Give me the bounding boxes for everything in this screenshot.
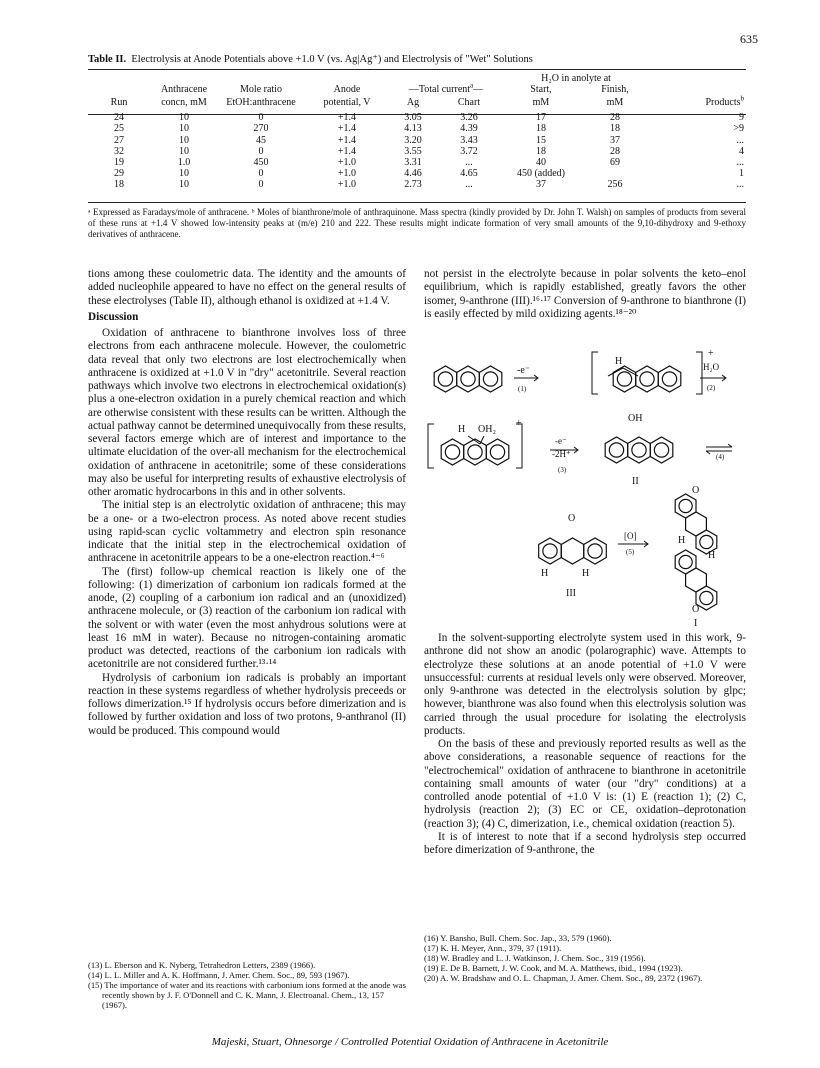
ring-aromatic	[588, 544, 602, 558]
table-cell: 0	[258, 112, 264, 124]
ring	[584, 538, 607, 564]
scheme-label: H₂O	[703, 362, 720, 372]
table-cell: 3.26	[460, 112, 478, 124]
col-header-concn: concn, mM	[161, 97, 207, 108]
reaction-scheme	[420, 346, 746, 628]
table-cell: 1	[739, 168, 744, 180]
table-cell: ...	[736, 157, 744, 169]
ring-aromatic	[662, 372, 676, 386]
reference: (16) Y. Bansho, Bull. Chem. Soc. Jap., 33, 579 (1960).	[424, 933, 612, 943]
paragraph: The (first) follow-up chemical reaction is likely one of the following: (1) dimerization of carbonium ion radicals formed at the anode, (2) coupling of a carbonium ion radical and an (unoxidized) anthracene molecule, or (3) reaction of the carbonium ion radical with the solvent or with water (even the most anhydrous solutions were at least 16 mM in water). Because no nitrogen-containing aromatic product was detected, reactions of the carbonium ion radicals with acetonitrile are not considered further.¹³·¹⁴	[88, 565, 406, 671]
table-cell: 2.73	[404, 179, 422, 191]
table-cell: 10	[179, 112, 189, 124]
ring-aromatic	[700, 591, 713, 604]
col-header-potential: potential, V	[323, 97, 371, 108]
table-cell: +1.4	[337, 134, 357, 146]
reference: (19) E. De B. Barnett, J. W. Cook, and M. A. Matthews, ibid., 1994 (1923).	[424, 963, 683, 973]
col-header-mole-ratio: Mole ratio	[240, 84, 282, 95]
scheme-label: H	[708, 550, 716, 561]
scheme-label: +	[708, 348, 714, 359]
col-header-ag: Ag	[406, 97, 420, 108]
table-cell: 9	[739, 112, 744, 124]
table-cell: 10	[179, 134, 189, 146]
ring	[605, 437, 628, 463]
right-column-top	[424, 268, 746, 321]
ring-aromatic	[438, 372, 452, 386]
ring-aromatic	[700, 535, 713, 548]
section-heading: Discussion	[88, 310, 139, 323]
col-header-anode: Anode	[333, 84, 361, 95]
paragraph: Oxidation of anthracene to bianthrone involves loss of three electrons from each anthracene molecule. However, the coulometric data reveal that only two electrons are lost electrochemically when anthracene is oxidized at +1.0 V in "dry" acetonitrile. Several reaction pathways which involve two electrons in electrochemical oxidation(s) plus a one-electron oxidation in a purely chemical reaction and which are otherwise consistent with these results can be written. Although the actual pathway cannot be determined unequivocally from these results, several factors emerge which are of interest and importance to the ultimate elucidation of the over-all mechanism for the electrochemical oxidation of anthracene in acetonitrile; some of these considerations may also be useful for interpreting results of exhaustive electrolysis of other aromatic hydrocarbons in this and in other solvents.	[88, 327, 406, 498]
ring-aromatic	[445, 445, 459, 459]
scheme-label: H	[615, 356, 623, 367]
table-cell: 18	[610, 123, 620, 135]
scheme-label: I	[694, 618, 698, 628]
scheme-label: (2)	[707, 384, 716, 392]
right-references	[424, 933, 746, 983]
table-cell: 24	[114, 112, 124, 124]
table-cell: 45	[256, 134, 266, 146]
table-cell: 270	[253, 123, 269, 135]
table-cell: 256	[607, 179, 623, 191]
table-caption	[88, 53, 533, 65]
left-references	[88, 960, 406, 1010]
table-cell: >9	[733, 123, 744, 135]
col-header-start: Start,	[530, 84, 552, 95]
table-row	[88, 146, 746, 157]
table-cell: 40	[536, 157, 546, 169]
ring	[650, 437, 673, 463]
table-row	[88, 112, 746, 123]
table-cell: +1.4	[337, 112, 357, 124]
group-header-water: H₂O in anolyte at	[541, 72, 611, 84]
table-cell: 37	[536, 179, 546, 191]
table-cell: +1.4	[337, 145, 357, 157]
table-top-rule	[88, 69, 746, 70]
scheme-label: [O]	[624, 531, 637, 541]
table-cell: 450 (added)	[516, 168, 566, 180]
reference: (15) The importance of water and its reactions with carbonium ions formed at the anode was recently shown by J. F. O'Donnell and C. K. Mann, J. Electroanal. Chem., 13, 157 (1967).	[88, 980, 406, 1010]
col-header-total-current: —Total current$^a$—	[408, 81, 484, 95]
table-cell: 37	[610, 134, 620, 146]
scheme-label: O	[568, 513, 576, 524]
col-header-finish-unit: mM	[606, 97, 624, 108]
scheme-label: O	[692, 604, 700, 615]
table-row	[88, 179, 746, 190]
table-cell: 3.43	[460, 134, 478, 146]
table-cell: +1.0	[337, 157, 357, 169]
ring-aromatic	[654, 443, 668, 457]
table-cell: 18	[536, 145, 546, 157]
table-cell: 0	[258, 168, 264, 180]
scheme-label: II	[632, 476, 639, 487]
table-row	[88, 123, 746, 134]
table-cell: 3.55	[404, 145, 422, 157]
table-title: Electrolysis at Anode Potentials above +1.0 V (vs. Ag|Ag⁺) and Electrolysis of "Wet" Solutions	[131, 54, 533, 65]
ring-aromatic	[461, 372, 475, 386]
table-cell: 4.13	[404, 123, 422, 135]
scheme-label: (3)	[558, 466, 567, 474]
table-cell: ...	[465, 157, 473, 169]
scheme-label: (5)	[626, 548, 635, 556]
table-cell: 1.0	[177, 157, 191, 169]
data-table	[88, 72, 746, 191]
table-cell: 3.31	[404, 157, 422, 169]
table-cell: 3.72	[460, 145, 478, 157]
table-cell: 28	[610, 145, 620, 157]
table-cell: 3.05	[404, 112, 422, 124]
table-cell	[580, 168, 650, 179]
table-footnote: ᵃ Expressed as Faradays/mole of anthracene. ᵇ Moles of bianthrone/mole of anthraquinone. Mass spectra (kindly provided by Dr. John T. Walsh) on samples of products from several of these runs at +1.4 V showed low-intensity peaks at (m/e) 210 and 222. These results might indicate formation of very small amounts of the 9,10-dihydroxy and 9-ethoxy derivatives of anthracene.	[88, 207, 746, 239]
ring-aromatic	[543, 544, 557, 558]
table-cell: 4.46	[404, 168, 422, 180]
table-cell: 0	[258, 145, 264, 157]
table-cell: 25	[114, 123, 124, 135]
table-cell: ...	[465, 179, 473, 191]
col-header-finish: Finish,	[601, 84, 629, 95]
table-cell: 10	[179, 168, 189, 180]
reference: (20) A. W. Bradshaw and O. L. Chapman, J. Amer. Chem. Soc., 89, 2372 (1967).	[424, 973, 703, 983]
scheme-label: OH₂	[478, 424, 496, 435]
ring-aromatic	[617, 372, 631, 386]
scheme-label: H	[458, 424, 466, 435]
table-body	[88, 112, 746, 190]
ring-aromatic	[468, 445, 482, 459]
reference: (17) K. H. Meyer, Ann., 379, 37 (1911).	[424, 943, 562, 953]
table-cell: ...	[736, 134, 744, 146]
table-cell: 4.65	[460, 168, 478, 180]
table-cell: 18	[536, 123, 546, 135]
ring	[434, 366, 457, 392]
table-cell: +1.4	[337, 123, 357, 135]
left-column	[88, 268, 406, 738]
table-row	[88, 168, 746, 179]
ring	[636, 366, 659, 392]
scheme-label: -2H⁺	[552, 449, 571, 459]
table-cell: 3.20	[404, 134, 422, 146]
table-cell: ...	[736, 179, 744, 191]
paragraph: tions among these coulometric data. The identity and the amounts of added nucleophile appeared to have no effect on the general results of these electrolyses (Table II), although ethanol is oxidized at +1.4 V.	[88, 268, 406, 307]
table-cell: 69	[610, 157, 620, 169]
col-header-run: Run	[110, 97, 128, 108]
ring	[613, 366, 636, 392]
scheme-label: (4)	[716, 453, 725, 461]
reference: (13) L. Eberson and K. Nyberg, Tetrahedron Letters, 2389 (1966).	[88, 960, 316, 970]
table-cell: 450	[253, 157, 269, 169]
col-header-start-unit: mM	[532, 97, 550, 108]
paragraph: On the basis of these and previously reported results as well as the above considerations, a reasonable sequence of reactions for the "electrochemical" oxidation of anthracene to bianthrone in acetonitrile containing small amounts of water (our "dry" conditions) at a controlled anode potential of +1.0 V is: (1) E (reaction 1); (2) C, hydrolysis (reaction 2); (3) EC or CE, oxidation–deprotonation (reaction 3); (4) C, dimerization, i.e., chemical oxidation (reaction 5).	[424, 738, 746, 830]
ring-aromatic	[483, 372, 497, 386]
table-cell: 28	[610, 112, 620, 124]
table-cell: +1.0	[337, 168, 357, 180]
paragraph: The initial step is an electrolytic oxidation of anthracene; this may be a one- or a two-electron process. As noted above recent studies using rapid-scan cyclic voltammetry and electron spin resonance indicate that the initial step in the electrochemical oxidation of anthracene in acetonitrile appears to be a one-electron reaction.⁴⁻⁶	[88, 499, 406, 565]
table-cell: 29	[114, 168, 124, 180]
table-label: Table II.	[88, 54, 127, 65]
ring	[539, 538, 562, 564]
ring-aromatic	[490, 445, 504, 459]
ring	[486, 439, 509, 465]
table-cell: 0	[258, 179, 264, 191]
table-row	[88, 157, 746, 168]
table-row	[88, 135, 746, 146]
paragraph: It is of interest to note that if a second hydrolysis step occurred before dimerization of 9-anthrone, the	[424, 830, 746, 856]
table-cell: 4	[739, 145, 744, 157]
ring-aromatic	[609, 443, 623, 457]
col-header-chart: Chart	[457, 97, 481, 108]
paragraph: Hydrolysis of carbonium ion radicals is probably an important reaction in these systems regardless of whether hydrolysis preceeds or follows dimerization.¹⁵ If hydrolysis occurs before dimerization and is followed by further oxidation and loss of two protons, 9-anthranol (II) would be produced. This compound would	[88, 671, 406, 737]
table-cell: 19	[114, 157, 124, 169]
ring-aromatic	[679, 555, 692, 568]
reference: (14) L. L. Miller and A. K. Hoffmann, J. Amer. Chem. Soc., 89, 593 (1967).	[88, 970, 350, 980]
ring	[457, 366, 480, 392]
ring-aromatic	[632, 443, 646, 457]
table-cell: 18	[114, 179, 124, 191]
paragraph: not persist in the electrolyte because in polar solvents the keto–enol equilibrium, which is rapidly established, greatly favors the other isomer, 9-anthrone (III).¹⁶·¹⁷ Conversion of 9-anthrone to bianthrone (I) is easily effected by mild oxidizing agents.¹⁸⁻²⁰	[424, 268, 746, 320]
table-cell: +1.0	[337, 179, 357, 191]
ring-aromatic	[640, 372, 654, 386]
ring	[441, 439, 464, 465]
scheme-label: +	[516, 418, 522, 429]
table-cell: 10	[179, 145, 189, 157]
scheme-label: -e⁻	[555, 436, 567, 446]
col-header-anthracene: Anthracene	[160, 84, 208, 95]
scheme-label: H	[541, 568, 549, 579]
right-column-bottom	[424, 632, 746, 857]
running-footer: Majeski, Stuart, Ohnesorge / Controlled Potential Oxidation of Anthracene in Acetonitrile	[211, 1036, 609, 1048]
col-header-products: Products$^b$	[705, 94, 744, 108]
col-header-ratio-unit: EtOH:anthracene	[226, 97, 296, 108]
ring	[628, 437, 651, 463]
scheme-label: (1)	[518, 385, 527, 393]
scheme-label: -e⁻	[517, 365, 531, 376]
ring	[464, 439, 487, 465]
table-cell: 17	[536, 112, 546, 124]
table-cell: 32	[114, 145, 124, 157]
reference: (18) W. Bradley and L. J. Watkinson, J. Chem. Soc., 319 (1956).	[424, 953, 646, 963]
table-cell: 27	[114, 134, 124, 146]
table-cell: 4.39	[460, 123, 478, 135]
scheme-label: H	[678, 535, 686, 546]
scheme-label: O	[692, 485, 700, 496]
page-number: 635	[740, 32, 758, 46]
table-cell: 10	[179, 123, 189, 135]
paragraph: In the solvent-supporting electrolyte system used in this work, 9-anthrone did not show an anodic (polarographic) wave. Attempts to electrolyze these solutions at an anode potential of +1.0 V were unsuccessful: currents at residual levels only were observed. Moreover, only 9-anthrone was detected in the electrolysis solution by glpc; however, bianthrone was also found when this electrolysis solution was carried through the usual procedure for isolating the electrolysis products.	[424, 632, 746, 737]
ring	[561, 538, 584, 564]
table-bottom-rule	[88, 202, 746, 203]
scheme-label: H	[582, 568, 590, 579]
table-cell: 15	[536, 134, 546, 146]
table-cell: 10	[179, 179, 189, 191]
scheme-label: OH	[628, 413, 643, 424]
ring	[479, 366, 502, 392]
ring	[658, 366, 681, 392]
scheme-label: III	[566, 588, 576, 599]
ring-aromatic	[679, 499, 692, 512]
